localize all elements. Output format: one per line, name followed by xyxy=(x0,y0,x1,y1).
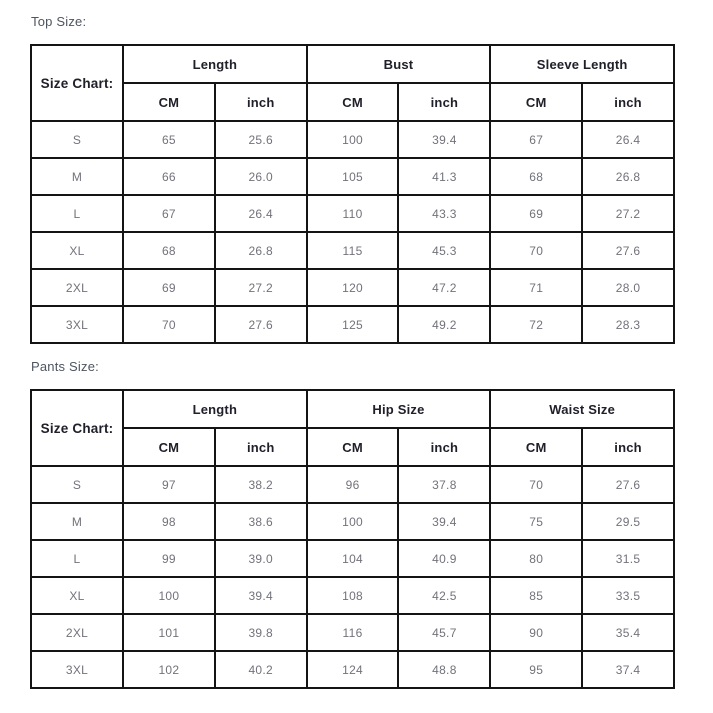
value-cell: 68 xyxy=(123,232,215,269)
value-cell: 39.4 xyxy=(398,121,490,158)
size-cell: S xyxy=(31,466,123,503)
value-cell: 102 xyxy=(123,651,215,688)
value-cell: 97 xyxy=(123,466,215,503)
value-cell: 75 xyxy=(490,503,582,540)
value-cell: 39.4 xyxy=(398,503,490,540)
value-cell: 116 xyxy=(307,614,399,651)
table-row xyxy=(31,195,674,232)
value-cell: 39.4 xyxy=(215,577,307,614)
value-cell: 105 xyxy=(307,158,399,195)
unit-header-cm: CM xyxy=(490,83,582,121)
value-cell: 104 xyxy=(307,540,399,577)
unit-header-cm: CM xyxy=(307,428,399,466)
table-row xyxy=(31,306,674,343)
value-cell: 69 xyxy=(490,195,582,232)
value-cell: 27.6 xyxy=(582,232,674,269)
size-cell: 3XL xyxy=(31,306,123,343)
value-cell: 27.6 xyxy=(215,306,307,343)
value-cell: 26.4 xyxy=(582,121,674,158)
size-cell: 2XL xyxy=(31,614,123,651)
unit-header-inch: inch xyxy=(398,83,490,121)
group-header-length: Length xyxy=(123,390,307,428)
table-row xyxy=(31,121,674,158)
top-size-table xyxy=(30,44,675,344)
unit-header-cm: CM xyxy=(123,83,215,121)
unit-header-cm: CM xyxy=(307,83,399,121)
pants-size-table xyxy=(30,389,675,689)
value-cell: 48.8 xyxy=(398,651,490,688)
value-cell: 125 xyxy=(307,306,399,343)
size-cell: L xyxy=(31,540,123,577)
value-cell: 26.0 xyxy=(215,158,307,195)
value-cell: 108 xyxy=(307,577,399,614)
corner-header: Size Chart: xyxy=(31,390,123,466)
value-cell: 38.6 xyxy=(215,503,307,540)
value-cell: 69 xyxy=(123,269,215,306)
corner-header: Size Chart: xyxy=(31,45,123,121)
value-cell: 43.3 xyxy=(398,195,490,232)
value-cell: 27.2 xyxy=(215,269,307,306)
value-cell: 45.7 xyxy=(398,614,490,651)
value-cell: 96 xyxy=(307,466,399,503)
group-header-sleeve-length: Sleeve Length xyxy=(490,45,674,83)
value-cell: 100 xyxy=(307,503,399,540)
value-cell: 80 xyxy=(490,540,582,577)
value-cell: 31.5 xyxy=(582,540,674,577)
value-cell: 37.4 xyxy=(582,651,674,688)
value-cell: 41.3 xyxy=(398,158,490,195)
value-cell: 47.2 xyxy=(398,269,490,306)
value-cell: 72 xyxy=(490,306,582,343)
size-cell: M xyxy=(31,158,123,195)
value-cell: 100 xyxy=(123,577,215,614)
size-cell: XL xyxy=(31,577,123,614)
size-cell: L xyxy=(31,195,123,232)
size-cell: 3XL xyxy=(31,651,123,688)
table-row xyxy=(31,158,674,195)
top-size-table-header xyxy=(31,45,674,121)
value-cell: 28.0 xyxy=(582,269,674,306)
unit-header-inch: inch xyxy=(215,83,307,121)
value-cell: 28.3 xyxy=(582,306,674,343)
value-cell: 90 xyxy=(490,614,582,651)
value-cell: 33.5 xyxy=(582,577,674,614)
table-row xyxy=(31,269,674,306)
unit-header-inch: inch xyxy=(582,83,674,121)
value-cell: 40.9 xyxy=(398,540,490,577)
value-cell: 38.2 xyxy=(215,466,307,503)
value-cell: 99 xyxy=(123,540,215,577)
unit-header-inch: inch xyxy=(215,428,307,466)
value-cell: 66 xyxy=(123,158,215,195)
value-cell: 95 xyxy=(490,651,582,688)
value-cell: 37.8 xyxy=(398,466,490,503)
table-row xyxy=(31,503,674,540)
table-row xyxy=(31,614,674,651)
group-header-bust: Bust xyxy=(307,45,491,83)
unit-header-cm: CM xyxy=(123,428,215,466)
value-cell: 39.8 xyxy=(215,614,307,651)
value-cell: 65 xyxy=(123,121,215,158)
value-cell: 115 xyxy=(307,232,399,269)
value-cell: 98 xyxy=(123,503,215,540)
table-row xyxy=(31,540,674,577)
value-cell: 26.4 xyxy=(215,195,307,232)
value-cell: 70 xyxy=(490,232,582,269)
value-cell: 120 xyxy=(307,269,399,306)
top-size-table-body xyxy=(31,121,674,343)
pants-size-table-header xyxy=(31,390,674,466)
value-cell: 100 xyxy=(307,121,399,158)
value-cell: 27.2 xyxy=(582,195,674,232)
value-cell: 42.5 xyxy=(398,577,490,614)
group-header-waist-size: Waist Size xyxy=(490,390,674,428)
pants-size-table-body xyxy=(31,466,674,688)
value-cell: 26.8 xyxy=(215,232,307,269)
table-row xyxy=(31,232,674,269)
value-cell: 25.6 xyxy=(215,121,307,158)
size-cell: XL xyxy=(31,232,123,269)
value-cell: 71 xyxy=(490,269,582,306)
value-cell: 26.8 xyxy=(582,158,674,195)
unit-header-inch: inch xyxy=(582,428,674,466)
value-cell: 67 xyxy=(490,121,582,158)
table-row xyxy=(31,651,674,688)
value-cell: 35.4 xyxy=(582,614,674,651)
value-cell: 40.2 xyxy=(215,651,307,688)
value-cell: 29.5 xyxy=(582,503,674,540)
value-cell: 39.0 xyxy=(215,540,307,577)
value-cell: 27.6 xyxy=(582,466,674,503)
size-cell: S xyxy=(31,121,123,158)
top-size-label: Top Size: xyxy=(31,14,87,29)
value-cell: 45.3 xyxy=(398,232,490,269)
table-row xyxy=(31,466,674,503)
value-cell: 124 xyxy=(307,651,399,688)
size-cell: 2XL xyxy=(31,269,123,306)
table-row xyxy=(31,577,674,614)
size-cell: M xyxy=(31,503,123,540)
value-cell: 67 xyxy=(123,195,215,232)
value-cell: 70 xyxy=(490,466,582,503)
group-header-length: Length xyxy=(123,45,307,83)
pants-size-label: Pants Size: xyxy=(31,359,99,374)
value-cell: 70 xyxy=(123,306,215,343)
group-header-hip-size: Hip Size xyxy=(307,390,491,428)
value-cell: 110 xyxy=(307,195,399,232)
unit-header-cm: CM xyxy=(490,428,582,466)
value-cell: 85 xyxy=(490,577,582,614)
value-cell: 101 xyxy=(123,614,215,651)
unit-header-inch: inch xyxy=(398,428,490,466)
value-cell: 68 xyxy=(490,158,582,195)
value-cell: 49.2 xyxy=(398,306,490,343)
